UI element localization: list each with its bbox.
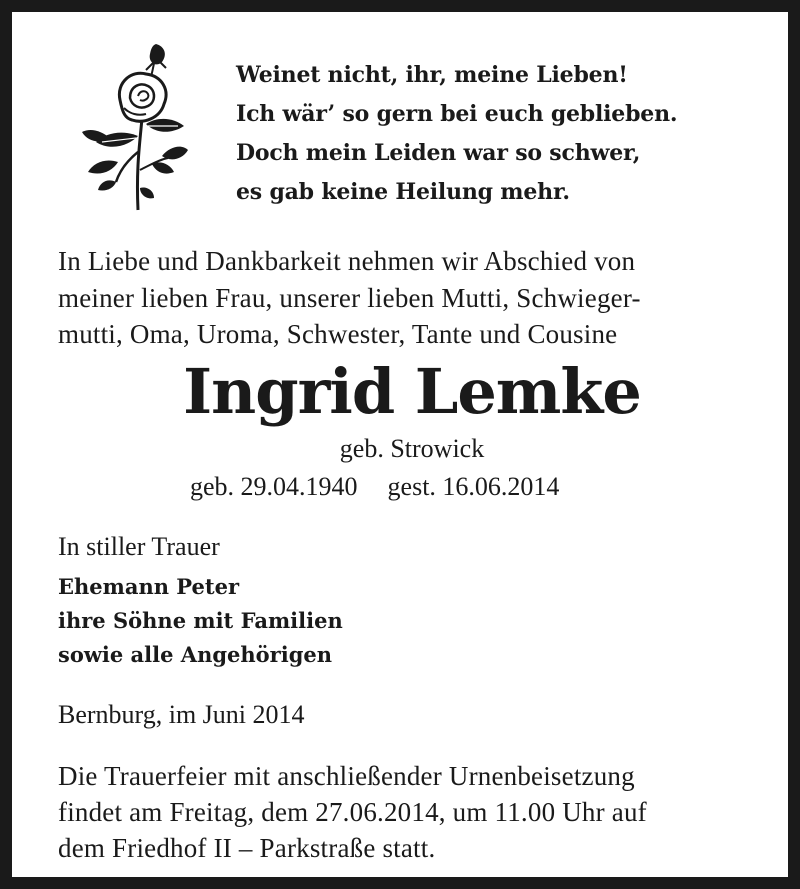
mourner: ihre Söhne mit Familien — [58, 608, 343, 633]
poem — [236, 56, 677, 212]
poem-line: Ich wär’ so gern bei euch geblieben. — [236, 101, 678, 127]
funeral-line: Die Trauerfeier mit anschließender Urnenbeisetzung — [58, 761, 635, 791]
mourner: Ehemann Peter — [58, 574, 240, 599]
maiden-name: geb. Strowick — [339, 434, 485, 463]
intro-line: mutti, Oma, Uroma, Schwester, Tante und Cousine — [58, 319, 618, 349]
funeral-notice — [58, 758, 778, 866]
poem-line: Doch mein Leiden war so schwer, — [236, 140, 641, 166]
farewell-intro — [58, 243, 778, 353]
life-dates — [190, 470, 559, 504]
funeral-line: dem Friedhof II – Parkstraße statt. — [58, 833, 436, 863]
funeral-line: findet am Freitag, dem 27.06.2014, um 11.00 Uhr auf — [58, 797, 647, 827]
birth-date: geb. 29.04.1940 — [190, 472, 358, 501]
mourners-list — [58, 570, 343, 672]
poem-line: es gab keine Heilung mehr. — [236, 179, 570, 205]
intro-line: In Liebe und Dankbarkeit nehmen wir Abschied von — [58, 246, 636, 276]
mourning-heading: In stiller Trauer — [58, 532, 220, 561]
poem-line: Weinet nicht, ihr, meine Lieben! — [236, 62, 628, 88]
death-date: gest. 16.06.2014 — [387, 472, 560, 501]
deceased-name: Ingrid Lemke — [183, 355, 641, 428]
mourner: sowie alle Angehörigen — [58, 642, 333, 667]
intro-line: meiner lieben Frau, unserer lieben Mutti, Schwieger- — [58, 282, 641, 313]
rose-icon — [80, 42, 188, 214]
place-date: Bernburg, im Juni 2014 — [58, 700, 305, 729]
